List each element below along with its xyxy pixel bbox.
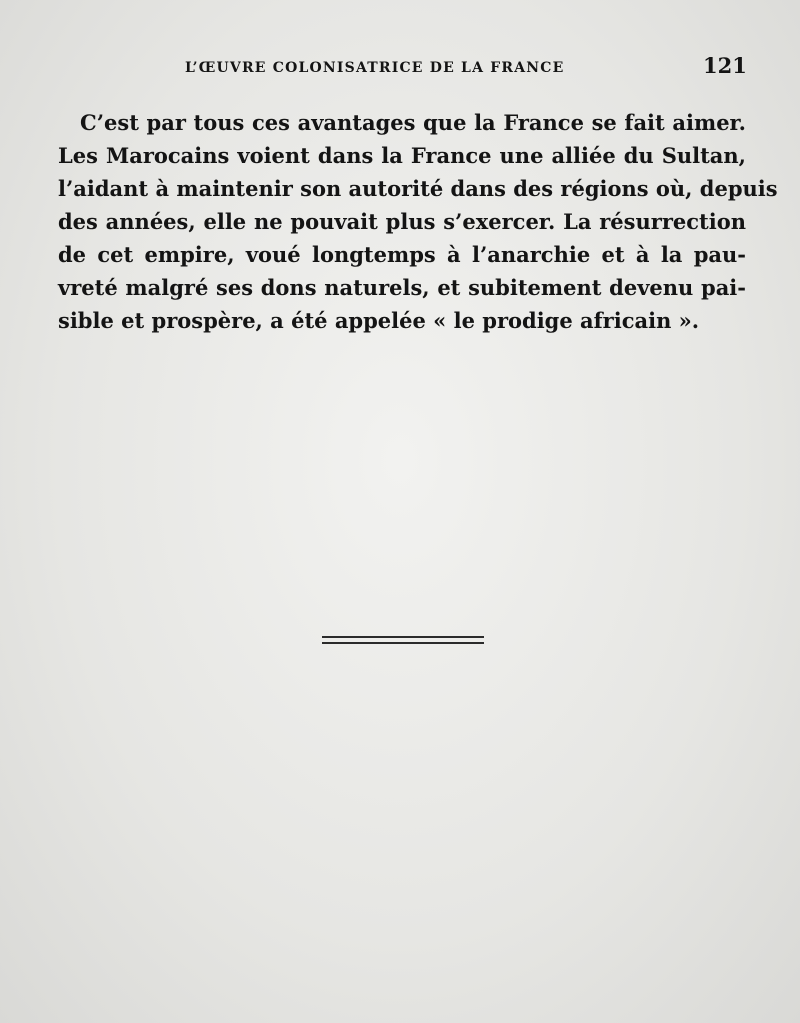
chapter-end-double-rule bbox=[322, 636, 484, 644]
text-line: de cet empire, voué longtemps à l’anarchie et à la pau- bbox=[58, 242, 746, 267]
text-line: l’aidant à maintenir son autorité dans des régions où, depuis bbox=[58, 176, 778, 201]
rule-line-top bbox=[322, 636, 484, 638]
text-line: Les Marocains voient dans la France une alliée du Sultan, bbox=[58, 143, 746, 168]
page-number: 121 bbox=[703, 53, 747, 78]
rule-line-bottom bbox=[322, 642, 484, 644]
text-line: C’est par tous ces avantages que la France se fait aimer. bbox=[80, 110, 746, 135]
text-line: sible et prospère, a été appelée « le prodige africain ». bbox=[58, 308, 700, 333]
text-line: des années, elle ne pouvait plus s’exercer. La résurrection bbox=[58, 209, 746, 234]
running-head bbox=[0, 53, 800, 80]
text-line: vreté malgré ses dons naturels, et subitement devenu pai- bbox=[58, 275, 746, 300]
body-paragraph bbox=[58, 106, 778, 337]
running-title: L’ŒUVRE COLONISATRICE DE LA FRANCE bbox=[185, 60, 565, 76]
